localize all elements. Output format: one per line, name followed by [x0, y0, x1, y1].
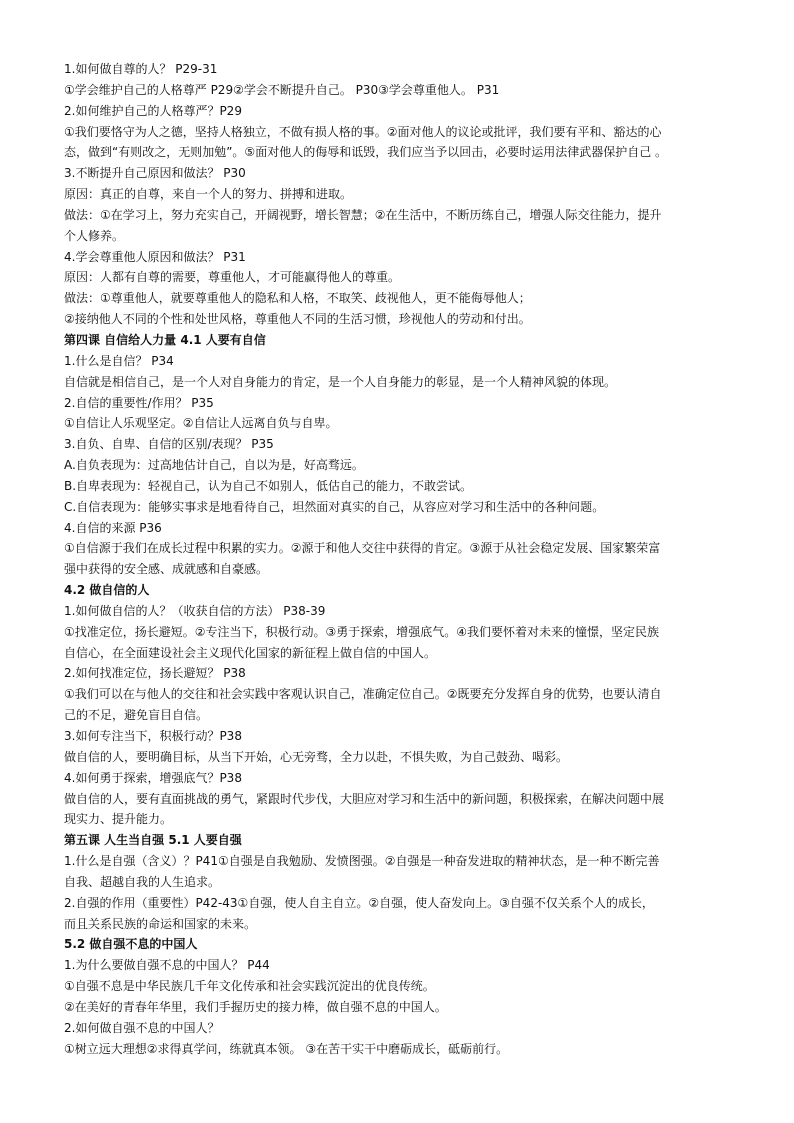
text-line: 个人修养。 [64, 228, 125, 243]
text-line: B.自卑表现为：轻视自己，认为自己不如别人，低估自己的能力，不敢尝试。 [64, 478, 473, 493]
text-line: 3.不断提升自己原因和做法？ P30 [64, 166, 246, 181]
text-line: 自信就是相信自己，是一个人对自身能力的肯定，是一个人自身能力的彰显，是一个人精神风貌的体现。 [64, 374, 617, 389]
text-line: 2.如何维护自己的人格尊严？P29 [64, 103, 242, 118]
text-line: 2.自信的重要性/作用？ P35 [64, 395, 214, 410]
text-line: ①我们可以在与他人的交往和社会实践中客观认识自己，准确定位自己。②既要充分发挥自身的优势，也要认清自 [64, 687, 662, 702]
text-line: ①自信源于我们在成长过程中积累的实力。②源于和他人交往中获得的肯定。③源于从社会稳定发展、国家繁荣富 [64, 541, 661, 556]
text-line: ①找准定位，扬长避短。②专注当下，积极行动。③勇于探索，增强底气。④我们要怀着对未来的憧憬，坚定民族 [64, 624, 660, 639]
text-line: 4.自信的来源 P36 [64, 520, 162, 535]
text-line: 自信心，在全面建设社会主义现代化国家的新征程上做自信的中国人。 [64, 645, 437, 660]
section-heading: 4.2 做自信的人 [64, 583, 150, 598]
section-heading: 第四课 自信给人力量 4.1 人要有自信 [64, 332, 266, 347]
text-line: 原因：真正的自尊，来自一个人的努力、拼搏和进取。 [64, 187, 353, 202]
text-line: ①自强不息是中华民族几千年文化传承和社会实践沉淀出的优良传统。 [64, 979, 435, 994]
text-line: 2.如何找准定位，扬长避短？ P38 [64, 666, 246, 681]
text-line: 2.如何做自强不息的中国人？ [64, 1020, 220, 1035]
text-line: 1.如何做自尊的人？ P29-31 [64, 62, 218, 76]
text-line: 强中获得的安全感、成就感和自豪感。 [64, 562, 269, 577]
text-line: 3.如何专注当下，积极行动？P38 [64, 729, 242, 743]
text-line: 1.如何做自信的人？（收获自信的方法） P38-39 [64, 603, 326, 618]
text-line: 4.学会尊重他人原因和做法？ P31 [64, 249, 246, 264]
text-line: 1.为什么要做自强不息的中国人？ P44 [64, 958, 270, 973]
text-line: ①我们要恪守为人之德，坚持人格独立，不做有损人格的事。②面对他人的议论或批评，我们要有平和、豁达的心 [64, 124, 662, 139]
text-line: 做自信的人，要明确目标，从当下开始，心无旁骛，全力以赴，不惧失败，为自己鼓劲、喝彩。 [64, 749, 569, 764]
text-line: 己的不足，避免盲目自信。 [64, 708, 209, 723]
text-line: 做自信的人，要有直面挑战的勇气，紧跟时代步伐，大胆应对学习和生活中的新问题，积极探索，在解决问题中展 [64, 791, 665, 806]
text-line: 3.自负、自卑、自信的区别/表现？ P35 [64, 437, 274, 452]
text-line: 做法：①在学习上，努力充实自己，开阔视野，增长智慧；②在生活中，不断历练自己，增强人际交往能力，提升 [64, 207, 662, 222]
text-line: ②在美好的青春年华里，我们手握历史的接力棒，做自强不息的中国人。 [64, 999, 447, 1014]
text-line: 原因：人都有自尊的需要，尊重他人，才可能赢得他人的尊重。 [64, 270, 401, 285]
text-line: 4.如何勇于探索，增强底气？P38 [64, 770, 242, 785]
text-line: ①树立远大理想②求得真学问，练就真本领。 ③在苦干实干中磨砺成长，砥砺前行。 [64, 1041, 509, 1056]
text-line: 1.什么是自信？ P34 [64, 353, 174, 368]
text-line: ①学会维护自己的人格尊严 P29②学会不断提升自己。 P30③学会尊重他人。 P31 [64, 82, 500, 97]
document-body [64, 59, 736, 1060]
text-line: ①自信让人乐观坚定。②自信让人远离自负与自卑。 [64, 416, 338, 431]
text-line: 而且关系民族的命运和国家的未来。 [64, 916, 257, 931]
text-line: C.自信表现为：能够实事求是地看待自己，坦然面对真实的自己，从容应对学习和生活中的各种问题。 [64, 499, 605, 514]
section-heading: 第五课 人生当自强 5.1 人要自强 [64, 833, 242, 848]
text-line: 2.自强的作用（重要性）P42-43①自强，使人自主自立。②自强，使人奋发向上。③自强不仅关系个人的成长， [64, 895, 654, 910]
text-line: 现实力、提升能力。 [64, 812, 173, 827]
text-line: 自我、超越自我的人生追求。 [64, 874, 221, 889]
text-line: ②接纳他人不同的个性和处世风格，尊重他人不同的生活习惯，珍视他人的劳动和付出。 [64, 312, 531, 327]
text-line: 态，做到“有则改之，无则加勉”。⑤面对他人的侮辱和诋毁，我们应当予以回击，必要时运用法律武器保护自己 。 [64, 145, 668, 160]
section-heading: 5.2 做自强不息的中国人 [64, 937, 198, 952]
text-line: A.自负表现为：过高地估计自己，自以为是，好高骛远。 [64, 458, 364, 473]
text-line: 做法：①尊重他人，就要尊重他人的隐私和人格，不取笑、歧视他人，更不能侮辱他人； [64, 291, 531, 306]
text-line: 1.什么是自强（含义）？P41①自强是自我勉励、发愤图强。②自强是一种奋发进取的精神状态，是一种不断完善 [64, 854, 660, 869]
